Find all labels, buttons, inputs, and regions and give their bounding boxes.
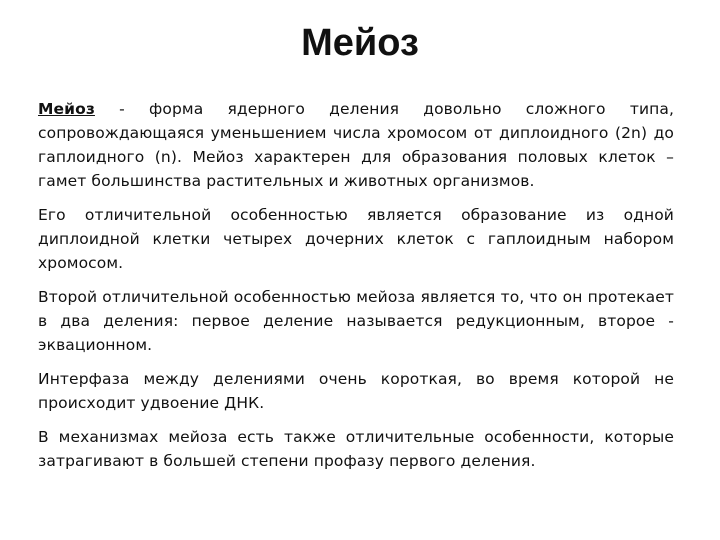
slide-title: Мейоз [301, 22, 419, 64]
definition-text: - форма ядерного деления довольно сложного типа, сопровождающаяся уменьшением числа хромосом от диплоидного (2n) до гаплоидного (n). Мейоз характерен для образования половых клеток – гамет большинства растительных и животных организмов. [38, 100, 674, 190]
paragraph-definition [38, 97, 674, 193]
term-meiosis: Мейоз [38, 100, 95, 118]
paragraph-interphase: Интерфаза между делениями очень короткая, во время которой не происходит удвоение ДНК. [38, 370, 674, 412]
slide-body [38, 97, 674, 483]
paragraph-mechanisms: В механизмах мейоза есть также отличительные особенности, которые затрагивают в большей степени профазу первого деления. [38, 428, 674, 470]
paragraph-feature-one: Его отличительной особенностью является образование из одной диплоидной клетки четырех дочерних клеток с гаплоидным набором хромосом. [38, 206, 674, 272]
paragraph-feature-two: Второй отличительной особенностью мейоза является то, что он протекает в два деления: первое деление называется редукционным, второе - эквационном. [38, 288, 674, 354]
